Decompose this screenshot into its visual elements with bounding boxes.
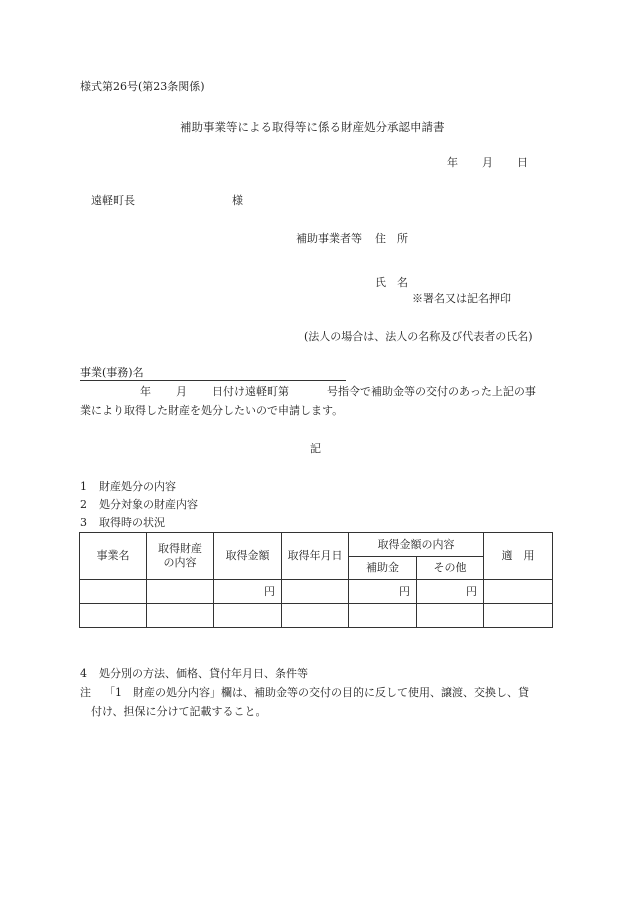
item-1 bbox=[80, 480, 176, 494]
item-text: 処分別の方法、価格、貸付年月日、条件等 bbox=[99, 667, 308, 680]
item-number: 3 bbox=[80, 516, 87, 529]
date-year: 年 bbox=[447, 156, 458, 169]
corporate-note: (法人の場合は、法人の名称及び代表者の氏名) bbox=[304, 330, 533, 343]
date-day: 日 bbox=[517, 156, 528, 169]
header-breakdown: 取得金額の内容 bbox=[349, 533, 484, 557]
item-4 bbox=[80, 667, 308, 681]
table-row bbox=[80, 604, 553, 628]
date-month: 月 bbox=[482, 156, 493, 169]
name-label: 氏 名 bbox=[375, 276, 408, 289]
cell-amount bbox=[214, 604, 282, 628]
header-property bbox=[147, 533, 214, 580]
cell-property bbox=[147, 604, 214, 628]
item-text: 処分対象の財産内容 bbox=[99, 498, 198, 511]
body-year: 年 bbox=[140, 385, 151, 398]
header-remarks: 適 用 bbox=[484, 533, 553, 580]
cell-property bbox=[147, 580, 214, 604]
header-property-line2: の内容 bbox=[163, 556, 197, 569]
header-project: 事業名 bbox=[80, 533, 147, 580]
note-label: 注 bbox=[80, 686, 91, 699]
body-month: 月 bbox=[176, 385, 187, 398]
cell-amount-yen: 円 bbox=[214, 580, 282, 604]
addressee-name: 遠軽町長 bbox=[91, 194, 135, 207]
item-3 bbox=[80, 516, 165, 530]
ki-mark: 記 bbox=[310, 442, 321, 455]
cell-date bbox=[282, 580, 349, 604]
address-label: 住 所 bbox=[375, 232, 408, 245]
cell-date bbox=[282, 604, 349, 628]
cell-subsidy bbox=[349, 604, 417, 628]
seal-note: ※署名又は記名押印 bbox=[412, 292, 511, 305]
cell-other-yen: 円 bbox=[417, 580, 484, 604]
header-property-line1: 取得財産 bbox=[158, 542, 202, 555]
addressee-honorific: 様 bbox=[232, 194, 243, 207]
header-subsidy: 補助金 bbox=[349, 557, 417, 580]
note-line-1: 「1 財産の処分内容」欄は、補助金等の交付の目的に反して使用、譲渡、交換し、貸 bbox=[104, 686, 529, 699]
document-title: 補助事業等による取得等に係る財産処分承認申請書 bbox=[180, 120, 445, 134]
note-line-2: 付け、担保に分けて記載すること。 bbox=[91, 705, 267, 718]
item-number: 4 bbox=[80, 667, 87, 680]
cell-project bbox=[80, 580, 147, 604]
cell-other bbox=[417, 604, 484, 628]
project-name-field bbox=[80, 366, 346, 381]
project-name-label: 事業(事務)名 bbox=[80, 366, 144, 379]
table-row bbox=[80, 580, 553, 604]
header-other: その他 bbox=[417, 557, 484, 580]
item-number: 1 bbox=[80, 480, 87, 493]
cell-remarks bbox=[484, 580, 553, 604]
applicant-role: 補助事業者等 bbox=[296, 232, 362, 245]
item-2 bbox=[80, 498, 198, 512]
item-text: 取得時の状況 bbox=[99, 516, 165, 529]
header-amount: 取得金額 bbox=[214, 533, 282, 580]
item-number: 2 bbox=[80, 498, 87, 511]
cell-project bbox=[80, 604, 147, 628]
form-number: 様式第26号(第23条関係) bbox=[80, 80, 205, 93]
cell-remarks bbox=[484, 604, 553, 628]
item-text: 財産処分の内容 bbox=[99, 480, 176, 493]
body-line-2: 業により取得した財産を処分したいので申請します。 bbox=[80, 404, 344, 417]
header-date: 取得年月日 bbox=[282, 533, 349, 580]
cell-subsidy-yen: 円 bbox=[349, 580, 417, 604]
body-number-suffix: 号指令で補助金等の交付のあった上記の事 bbox=[327, 385, 536, 398]
acquisition-table bbox=[79, 532, 553, 628]
body-date-suffix: 日付け遠軽町第 bbox=[212, 385, 289, 398]
